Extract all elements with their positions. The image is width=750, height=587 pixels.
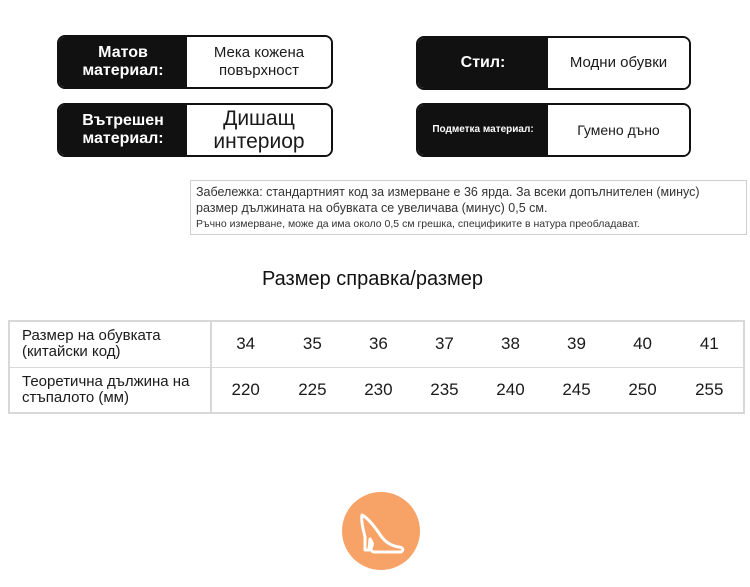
spec-value: Модни обувки bbox=[548, 38, 689, 88]
length-cell: 240 bbox=[477, 367, 543, 413]
spec-style bbox=[416, 36, 691, 90]
size-cell: 40 bbox=[610, 321, 676, 367]
size-cell: 38 bbox=[477, 321, 543, 367]
row-header-length: Теоретична дължина на стъпалото (мм) bbox=[9, 367, 211, 413]
length-cell: 245 bbox=[543, 367, 609, 413]
length-cell: 250 bbox=[610, 367, 676, 413]
spec-label: Подметка материал: bbox=[418, 105, 548, 155]
length-cell: 235 bbox=[411, 367, 477, 413]
size-cell: 41 bbox=[676, 321, 744, 367]
size-cell: 34 bbox=[211, 321, 279, 367]
length-cell: 220 bbox=[211, 367, 279, 413]
spec-label: Вътрешен материал: bbox=[59, 105, 187, 155]
spec-value: Мека кожена повърхност bbox=[187, 37, 331, 87]
size-cell: 35 bbox=[279, 321, 345, 367]
size-cell: 39 bbox=[543, 321, 609, 367]
length-cell: 255 bbox=[676, 367, 744, 413]
note-line-1: Забележка: стандартният код за измерване е 36 ярда. За всеки допълнителен (минус) размер дължината на обувката се увеличава (минус) 0,5 см. bbox=[196, 185, 700, 215]
length-row bbox=[9, 367, 744, 413]
size-table bbox=[8, 320, 745, 414]
spec-value: Дишащ интериор bbox=[187, 105, 331, 155]
spec-matte-material bbox=[57, 35, 333, 89]
high-heel-shoe-icon bbox=[342, 492, 420, 570]
spec-sole-material bbox=[416, 103, 691, 157]
spec-value: Гумено дъно bbox=[548, 105, 689, 155]
spec-label: Матов материал: bbox=[59, 37, 187, 87]
spec-inner-material bbox=[57, 103, 333, 157]
size-cell: 36 bbox=[345, 321, 411, 367]
measurement-note bbox=[190, 180, 747, 235]
note-line-2: Ръчно измерване, може да има около 0,5 см грешка, спецификите в натура преобладават. bbox=[196, 218, 640, 230]
length-cell: 230 bbox=[345, 367, 411, 413]
size-cell: 37 bbox=[411, 321, 477, 367]
row-header-size: Размер на обувката (китайски код) bbox=[9, 321, 211, 367]
size-row bbox=[9, 321, 744, 367]
length-cell: 225 bbox=[279, 367, 345, 413]
spec-label: Стил: bbox=[418, 38, 548, 88]
size-reference-heading: Размер справка/размер bbox=[261, 268, 484, 290]
